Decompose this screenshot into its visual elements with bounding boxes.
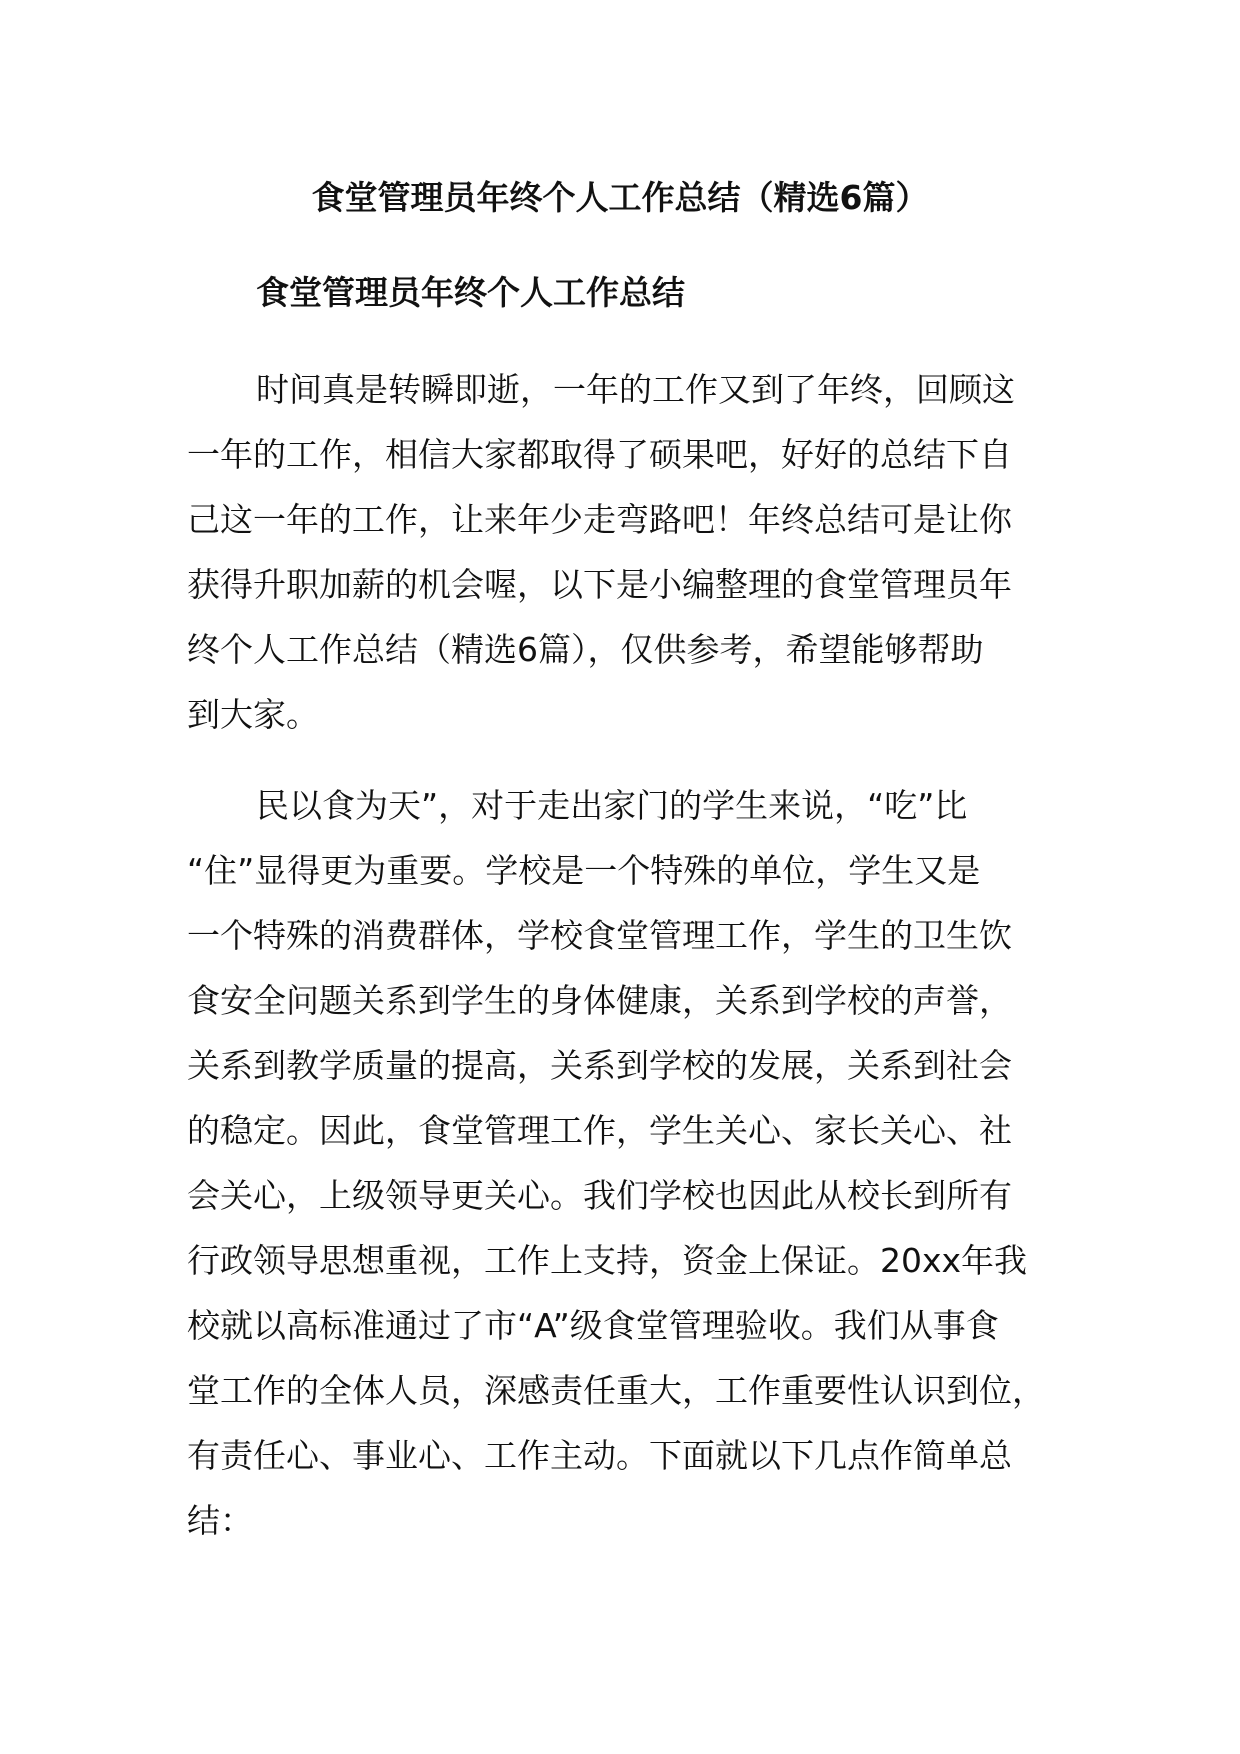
- paragraph-line: “住”显得更为重要。学校是一个特殊的单位，学生又是: [187, 851, 981, 890]
- paragraph-line: 会关心，上级领导更关心。我们学校也因此从校长到所有: [187, 1176, 1012, 1215]
- paragraph-line: 一年的工作，相信大家都取得了硕果吧，好好的总结下自: [187, 435, 1012, 474]
- section-heading: 食堂管理员年终个人工作总结: [256, 273, 685, 312]
- paragraph-line: 结：: [187, 1501, 253, 1540]
- paragraph-line: 到大家。: [187, 695, 319, 734]
- paragraph-line: 获得升职加薪的机会喔，以下是小编整理的食堂管理员年: [187, 565, 1012, 604]
- body-paragraph: [187, 773, 1067, 1553]
- paragraph-line: 一个特殊的消费群体，学校食堂管理工作，学生的卫生饮: [187, 916, 1012, 955]
- paragraph-line: 己这一年的工作，让来年少走弯路吧！年终总结可是让你: [187, 500, 1012, 539]
- document-title: 食堂管理员年终个人工作总结（精选6篇）: [311, 178, 929, 217]
- paragraph-line: 的稳定。因此，食堂管理工作，学生关心、家长关心、社: [187, 1111, 1012, 1150]
- paragraph-line: 时间真是转瞬即逝，一年的工作又到了年终，回顾这: [256, 370, 1015, 409]
- paragraph-line: 行政领导思想重视，工作上支持，资金上保证。20xx年我: [187, 1241, 1028, 1280]
- paragraph-line: 堂工作的全体人员，深感责任重大，工作重要性认识到位，: [187, 1371, 1045, 1410]
- paragraph-line: 民以食为天”，对于走出家门的学生来说，“吃”比: [256, 786, 968, 825]
- paragraph-line: 有责任心、事业心、工作主动。下面就以下几点作简单总: [187, 1436, 1012, 1475]
- body-paragraph: [187, 357, 1067, 747]
- paragraph-line: 终个人工作总结（精选6篇），仅供参考，希望能够帮助: [187, 630, 984, 669]
- paragraph-line: 关系到教学质量的提高，关系到学校的发展，关系到社会: [187, 1046, 1012, 1085]
- paragraph-line: 食安全问题关系到学生的身体健康，关系到学校的声誉，: [187, 981, 1012, 1020]
- paragraph-line: 校就以高标准通过了市“A”级食堂管理验收。我们从事食: [187, 1306, 999, 1345]
